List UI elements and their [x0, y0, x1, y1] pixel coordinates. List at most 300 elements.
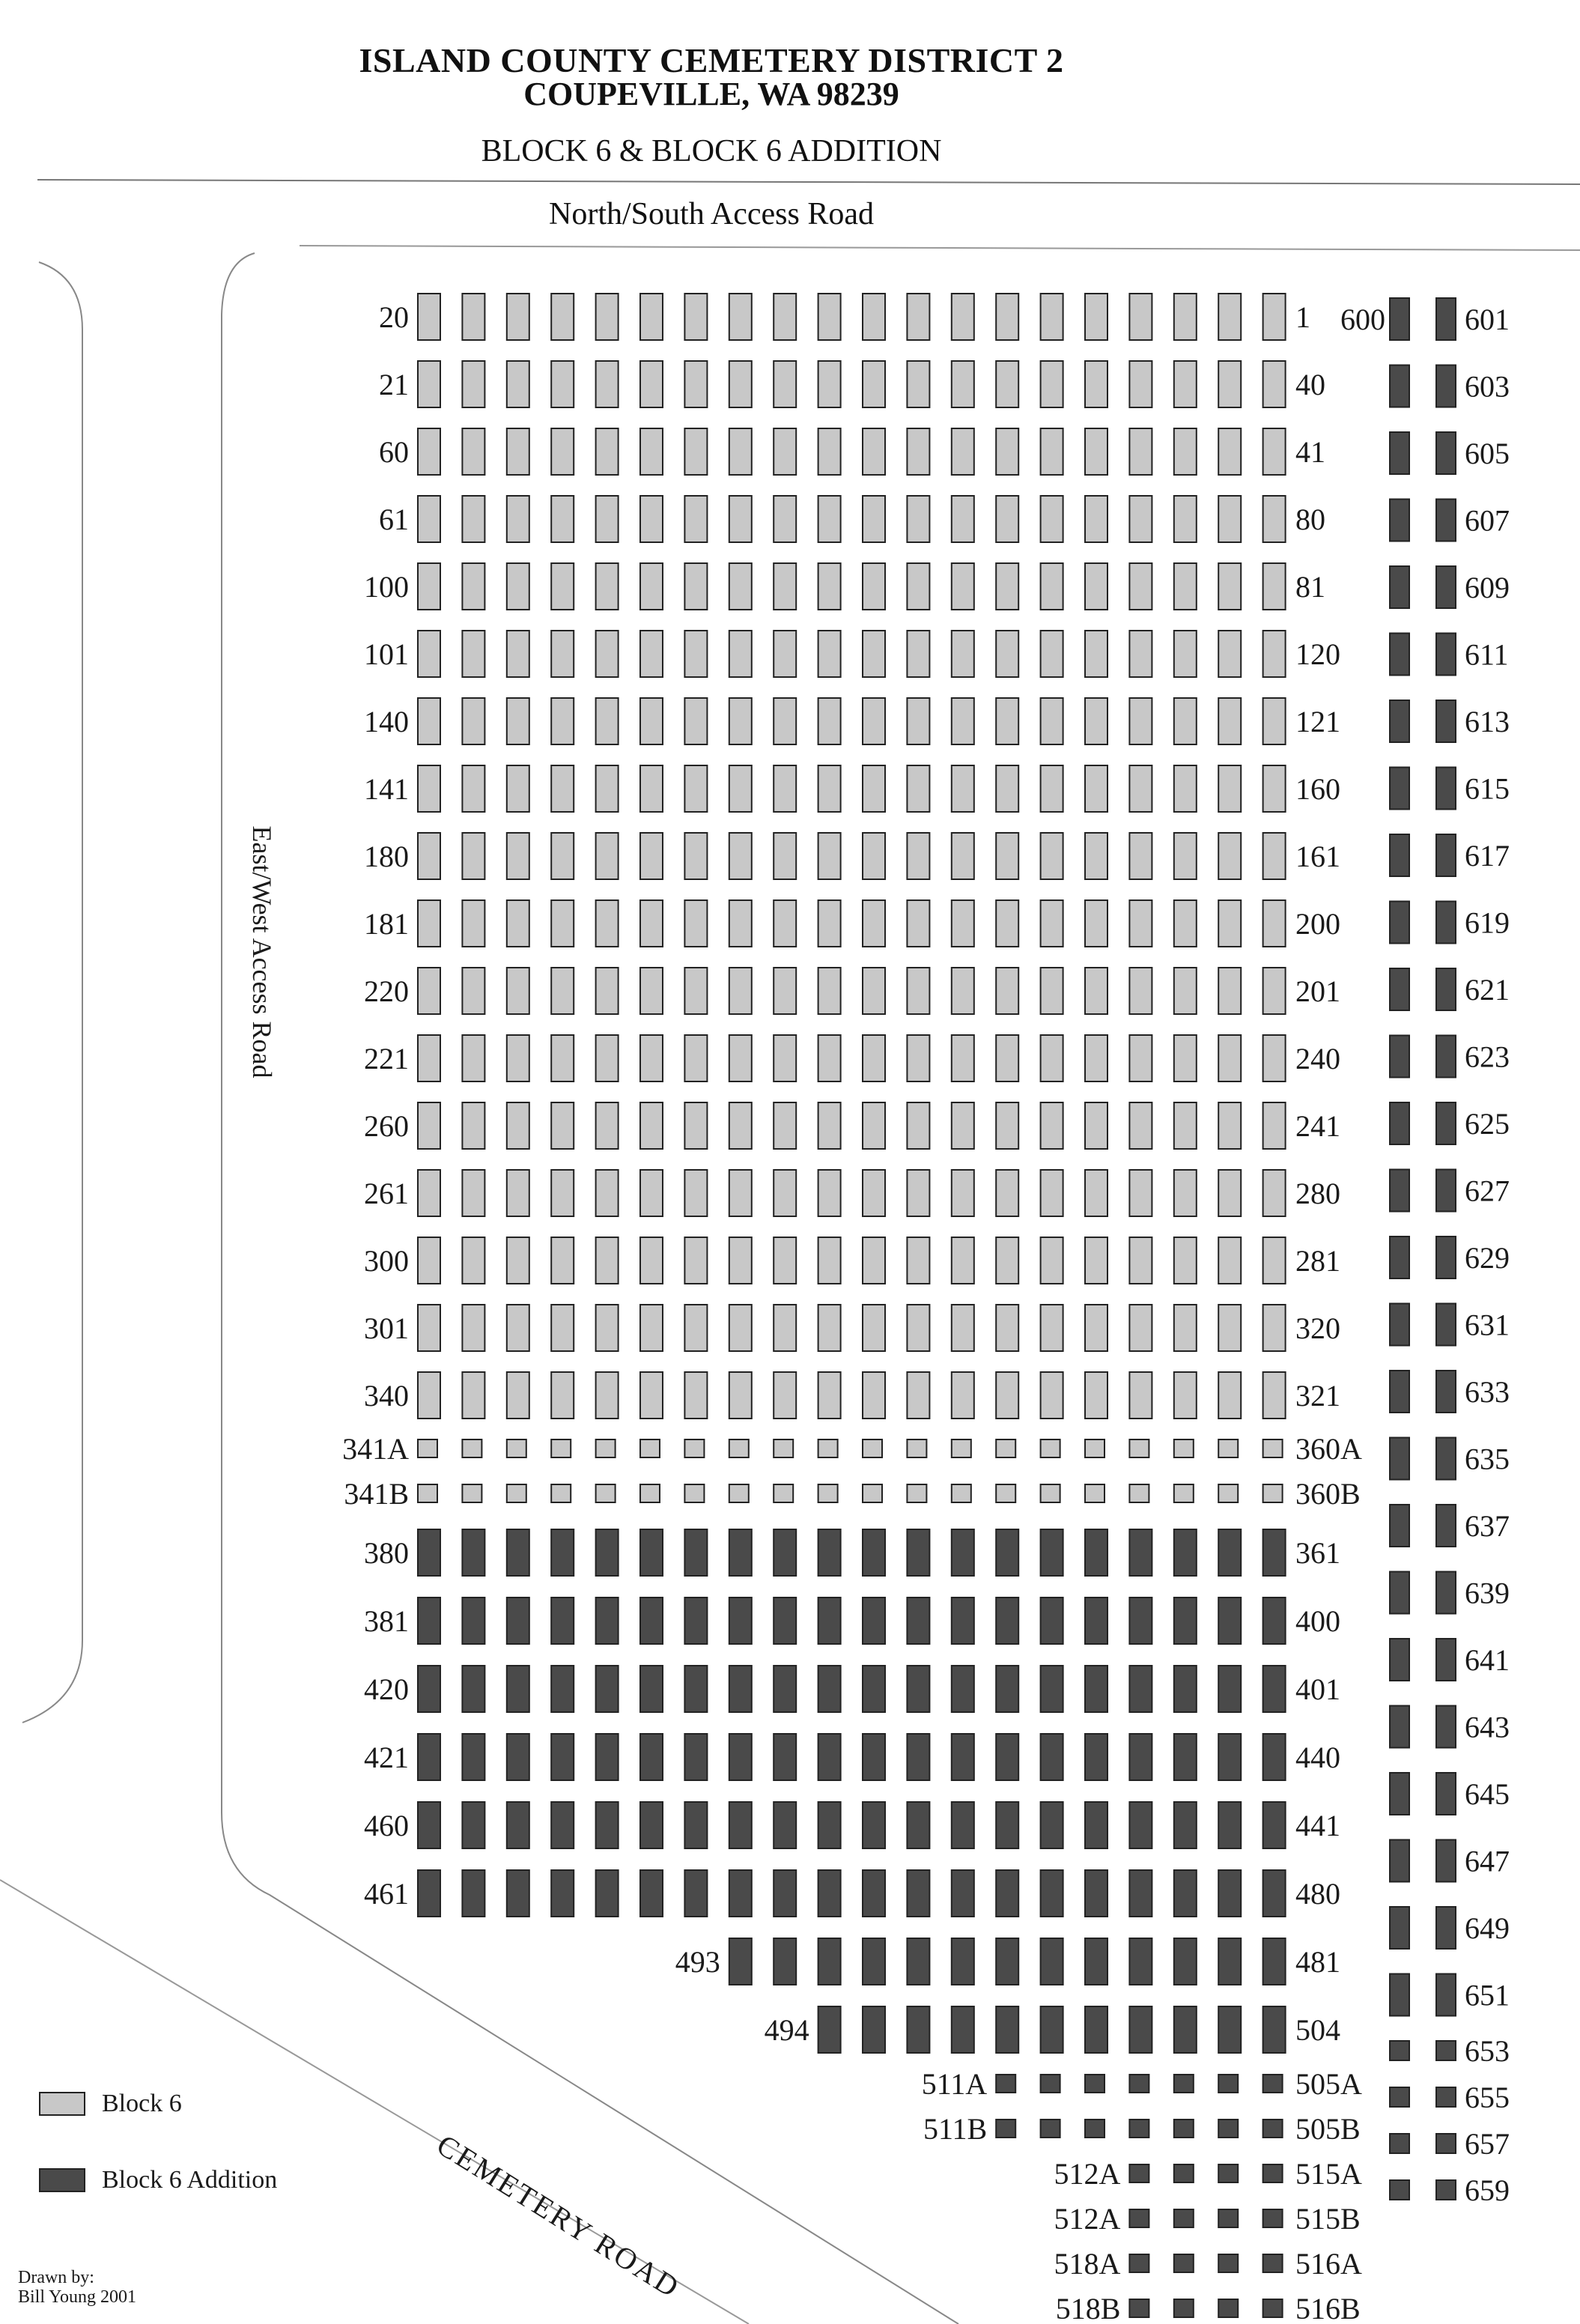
row-label-right: 41: [1295, 435, 1325, 469]
row-label-right: 505B: [1295, 2112, 1361, 2146]
plot: [551, 1372, 574, 1419]
plot: [1129, 1734, 1152, 1780]
row-label-left: 518B: [1055, 2292, 1121, 2324]
side-label-right: 613: [1465, 705, 1510, 738]
side-plot-right: [1436, 432, 1456, 474]
plot: [596, 833, 619, 879]
plot: [1129, 1102, 1152, 1149]
plot: [1041, 1666, 1063, 1712]
plot: [996, 1035, 1018, 1081]
plot: [596, 1870, 619, 1917]
plot: [1218, 2164, 1238, 2182]
row-label-left: 100: [364, 570, 409, 604]
side-label-right: 655: [1465, 2081, 1510, 2114]
plot: [1263, 1870, 1286, 1917]
plot: [1129, 968, 1152, 1014]
side-plot-left: [1390, 1840, 1409, 1882]
side-plot-right: [1436, 1102, 1456, 1144]
plot: [418, 698, 440, 744]
plot: [551, 1305, 574, 1351]
legend-block6-addition: [39, 2166, 277, 2194]
plot: [684, 1372, 707, 1419]
plot: [996, 1598, 1018, 1644]
plot: [1041, 900, 1063, 947]
plot: [1218, 698, 1241, 744]
plot: [1218, 1598, 1241, 1644]
plot: [1174, 1372, 1197, 1419]
row-label-right: 240: [1295, 1042, 1340, 1075]
plot: [1263, 1035, 1286, 1081]
plot: [907, 1102, 929, 1149]
side-plot-left: [1390, 365, 1409, 407]
plot: [1263, 361, 1286, 407]
plot: [418, 1170, 440, 1216]
plot: [640, 1802, 663, 1848]
plot: [907, 900, 929, 947]
plot: [418, 1237, 440, 1284]
plot: [818, 1305, 841, 1351]
side-plot-left: [1390, 1706, 1409, 1748]
plot: [729, 968, 752, 1014]
plot: [774, 361, 796, 407]
plot: [1263, 1372, 1286, 1419]
plot: [640, 1237, 663, 1284]
plot: [551, 1870, 574, 1917]
plot: [863, 968, 885, 1014]
side-plot-right: [1436, 2134, 1456, 2153]
plot: [818, 1237, 841, 1284]
plot: [640, 1439, 660, 1457]
plot: [1129, 2164, 1149, 2182]
plot: [818, 294, 841, 340]
plot: [952, 1439, 971, 1457]
row-label-left: 180: [364, 840, 409, 873]
side-plot-left: [1390, 500, 1409, 541]
plot: [684, 1102, 707, 1149]
plot: [418, 1802, 440, 1848]
plot: [1174, 1102, 1197, 1149]
plot: [1041, 1372, 1063, 1419]
plot: [1129, 765, 1152, 812]
side-plot-left: [1390, 700, 1409, 742]
ew-road-right-edge: [222, 253, 958, 2324]
plot: [907, 1529, 929, 1576]
plot: [907, 1666, 929, 1712]
plot: [640, 1598, 663, 1644]
plot: [863, 1170, 885, 1216]
plot: [462, 968, 484, 1014]
plot: [818, 765, 841, 812]
plot: [1085, 1102, 1107, 1149]
plot: [863, 1305, 885, 1351]
plot: [418, 294, 440, 340]
plot: [1041, 1035, 1063, 1081]
plot: [640, 765, 663, 812]
plot: [1263, 765, 1286, 812]
plot: [1041, 361, 1063, 407]
plot: [418, 765, 440, 812]
row-label-right: 200: [1295, 907, 1340, 941]
side-plot-right: [1436, 2180, 1456, 2200]
plot: [996, 1237, 1018, 1284]
legend-block6: [39, 2090, 182, 2118]
plot: [1129, 2209, 1149, 2227]
plot: [551, 1802, 574, 1848]
plot: [1263, 2299, 1283, 2317]
plot: [996, 1938, 1018, 1985]
plot: [640, 1666, 663, 1712]
side-label-right: 651: [1465, 1978, 1510, 2012]
row-label-right: 1: [1295, 300, 1310, 334]
plot: [1174, 1305, 1197, 1351]
plot: [551, 428, 574, 475]
plot: [952, 496, 974, 542]
plot: [596, 1237, 619, 1284]
row-label-left: 460: [364, 1809, 409, 1842]
plot: [1218, 2299, 1238, 2317]
plot: [996, 765, 1018, 812]
plot: [774, 1666, 796, 1712]
plot: [863, 1598, 885, 1644]
plot: [684, 1870, 707, 1917]
row-label-left: 341A: [342, 1432, 409, 1466]
plot: [1129, 1598, 1152, 1644]
side-label-right: 611: [1465, 637, 1509, 672]
row-label-right: 360B: [1295, 1477, 1361, 1511]
plot: [640, 496, 663, 542]
plot: [1041, 698, 1063, 744]
plot: [596, 968, 619, 1014]
row-label-right: 320: [1295, 1311, 1340, 1345]
plot: [596, 1305, 619, 1351]
plot: [818, 1170, 841, 1216]
plot: [684, 833, 707, 879]
plot: [729, 1529, 752, 1576]
plot: [952, 428, 974, 475]
plot: [640, 428, 663, 475]
plot: [818, 1372, 841, 1419]
plot: [684, 631, 707, 677]
plot: [863, 563, 885, 610]
plot: [1085, 1734, 1107, 1780]
row-label-right: 40: [1295, 368, 1325, 401]
plot: [1085, 1802, 1107, 1848]
plot: [1218, 1439, 1238, 1457]
side-plot-right: [1436, 834, 1456, 876]
plot: [952, 1802, 974, 1848]
plot: [596, 1529, 619, 1576]
plot: [729, 1802, 752, 1848]
plot: [1129, 1237, 1152, 1284]
plot: [684, 1598, 707, 1644]
plot: [952, 1870, 974, 1917]
plot: [507, 1734, 529, 1780]
plot: [418, 900, 440, 947]
plot: [1129, 2075, 1149, 2093]
page-subtitle: COUPEVILLE, WA 98239: [523, 76, 899, 112]
plot: [863, 1102, 885, 1149]
plot: [551, 1734, 574, 1780]
side-plot-right: [1436, 1237, 1456, 1278]
plot: [551, 1666, 574, 1712]
plot: [462, 1870, 484, 1917]
side-label-right: 645: [1465, 1777, 1510, 1811]
plot: [1085, 1439, 1105, 1457]
plot: [1218, 631, 1241, 677]
plot: [551, 361, 574, 407]
plot: [1085, 2075, 1105, 2093]
plot: [1218, 2209, 1238, 2227]
row-label-right: 505A: [1295, 2067, 1362, 2101]
plot: [774, 1170, 796, 1216]
plot: [462, 1170, 484, 1216]
plot: [1218, 1170, 1241, 1216]
plot: [462, 631, 484, 677]
side-plot-right: [1436, 1438, 1456, 1480]
row-label-right: 361: [1295, 1536, 1340, 1570]
plot: [507, 563, 529, 610]
row-label-left: 181: [364, 907, 409, 941]
plot: [1129, 2299, 1149, 2317]
row-label-right: 241: [1295, 1109, 1340, 1143]
row-label-right: 504: [1295, 2013, 1340, 2047]
plot: [418, 428, 440, 475]
plot: [729, 1237, 752, 1284]
side-plot-left: [1390, 432, 1409, 474]
plot: [551, 1035, 574, 1081]
plot: [1174, 631, 1197, 677]
plot: [640, 1484, 660, 1502]
plot: [1174, 2120, 1194, 2138]
side-plot-right: [1436, 1036, 1456, 1078]
plot: [952, 1305, 974, 1351]
legend-swatch-block6-addition: [39, 2168, 85, 2192]
row-label-left: 301: [364, 1311, 409, 1345]
plot: [729, 1035, 752, 1081]
plot: [507, 698, 529, 744]
plot: [1218, 765, 1241, 812]
plot: [774, 1237, 796, 1284]
plot: [863, 361, 885, 407]
plot: [684, 1666, 707, 1712]
plot: [863, 1734, 885, 1780]
plot: [996, 1802, 1018, 1848]
plot: [1085, 2006, 1107, 2053]
plot: [952, 631, 974, 677]
plot: [640, 1870, 663, 1917]
plot: [907, 833, 929, 879]
plot: [1263, 496, 1286, 542]
cemetery-road-label: CEMETERY ROAD: [431, 2127, 687, 2305]
plot: [640, 1305, 663, 1351]
plot: [907, 428, 929, 475]
side-plot-left: [1390, 1505, 1409, 1547]
plot: [774, 294, 796, 340]
plot: [507, 1035, 529, 1081]
plot: [462, 698, 484, 744]
plot: [774, 1102, 796, 1149]
row-label-right: 401: [1295, 1672, 1340, 1706]
side-plot-left: [1390, 1907, 1409, 1949]
plot: [996, 1734, 1018, 1780]
side-plot-right: [1436, 566, 1456, 608]
plot: [1174, 2299, 1194, 2317]
plot: [1085, 1484, 1105, 1502]
plot: [996, 1529, 1018, 1576]
plot: [596, 1598, 619, 1644]
plot: [418, 1035, 440, 1081]
plot: [418, 1372, 440, 1419]
row-label-left: 21: [379, 368, 409, 401]
ns-road-edge: [300, 246, 1580, 250]
plot: [551, 1529, 574, 1576]
plot: [774, 1598, 796, 1644]
plot: [507, 833, 529, 879]
plot: [907, 1237, 929, 1284]
plot: [818, 1938, 841, 1985]
plot: [863, 900, 885, 947]
side-label-right: 605: [1465, 437, 1510, 470]
page-title: ISLAND COUNTY CEMETERY DISTRICT 2: [359, 41, 1064, 79]
plot: [1129, 496, 1152, 542]
legend-label-block6-addition: Block 6 Addition: [102, 2166, 278, 2194]
side-plot-right: [1436, 1773, 1456, 1815]
plot: [1218, 2006, 1241, 2053]
plot: [684, 563, 707, 610]
side-plot-right: [1436, 902, 1456, 944]
plot: [774, 428, 796, 475]
side-label-right: 629: [1465, 1241, 1510, 1275]
plot: [1263, 2164, 1283, 2182]
plot: [996, 1170, 1018, 1216]
plot: [863, 496, 885, 542]
plot: [729, 631, 752, 677]
plot: [1263, 2006, 1286, 2053]
plot: [863, 1484, 882, 1502]
side-plot-right: [1436, 500, 1456, 541]
plot: [596, 1666, 619, 1712]
side-label-right: 625: [1465, 1107, 1510, 1141]
row-label-right: 281: [1295, 1244, 1340, 1278]
plot: [1041, 765, 1063, 812]
plot: [996, 833, 1018, 879]
plot: [818, 563, 841, 610]
plot: [1085, 496, 1107, 542]
plot: [774, 1035, 796, 1081]
plot: [684, 496, 707, 542]
plot: [1129, 428, 1152, 475]
plot: [818, 1734, 841, 1780]
plot: [774, 563, 796, 610]
side-plot-left: [1390, 566, 1409, 608]
side-plot-right: [1436, 1572, 1456, 1614]
plot: [418, 1102, 440, 1149]
plot: [774, 900, 796, 947]
plot: [1263, 1734, 1286, 1780]
side-plot-right: [1436, 1170, 1456, 1212]
plot: [863, 294, 885, 340]
plot: [640, 900, 663, 947]
side-plot-right: [1436, 968, 1456, 1010]
plot: [551, 968, 574, 1014]
side-plot-left: [1390, 2087, 1409, 2107]
plot: [1218, 1237, 1241, 1284]
side-plot-left: [1390, 1371, 1409, 1413]
plot: [818, 1802, 841, 1848]
side-label-right: 607: [1465, 503, 1510, 538]
plot: [507, 1598, 529, 1644]
plot: [1174, 2075, 1194, 2093]
plot: [818, 1529, 841, 1576]
plot: [684, 294, 707, 340]
side-plot-left: [1390, 768, 1409, 810]
side-plot-left: [1390, 902, 1409, 944]
plot: [1085, 361, 1107, 407]
plot: [1263, 1237, 1286, 1284]
row-label-left: 60: [379, 435, 409, 469]
plot: [1263, 1102, 1286, 1149]
plot: [996, 1484, 1015, 1502]
drawn-by-label: Drawn by:: [18, 2268, 94, 2287]
plot: [596, 1439, 616, 1457]
row-label-left: 261: [364, 1177, 409, 1210]
legend-label-block6: Block 6: [102, 2090, 182, 2117]
plot: [952, 698, 974, 744]
plot: [1085, 698, 1107, 744]
row-label-left: 300: [364, 1244, 409, 1278]
plot: [684, 361, 707, 407]
plot: [1129, 563, 1152, 610]
plot: [1085, 1035, 1107, 1081]
plot: [640, 1170, 663, 1216]
plot: [729, 361, 752, 407]
plot: [1174, 2254, 1194, 2272]
plot: [818, 968, 841, 1014]
plot: [462, 1237, 484, 1284]
side-plot-left: [1390, 1170, 1409, 1212]
plot: [596, 294, 619, 340]
plot: [907, 361, 929, 407]
plot: [1041, 1439, 1060, 1457]
plot: [1263, 631, 1286, 677]
side-plot-right: [1436, 1840, 1456, 1882]
row-label-left: 518A: [1054, 2247, 1121, 2281]
plot: [1085, 631, 1107, 677]
plot: [418, 563, 440, 610]
plot: [907, 968, 929, 1014]
plot: [551, 563, 574, 610]
plot: [818, 1598, 841, 1644]
plot: [1129, 1439, 1149, 1457]
side-plot-right: [1436, 1304, 1456, 1346]
plot: [729, 1484, 749, 1502]
row-label-left: 512A: [1054, 2157, 1121, 2191]
plot: [996, 968, 1018, 1014]
plot: [1263, 968, 1286, 1014]
plot: [418, 1484, 437, 1502]
plot: [774, 1734, 796, 1780]
plot: [551, 1170, 574, 1216]
plot: [907, 1802, 929, 1848]
plot: [774, 1938, 796, 1985]
row-label-left: 494: [764, 2013, 809, 2047]
plot: [507, 1666, 529, 1712]
plot: [1041, 2006, 1063, 2053]
row-label-right: 280: [1295, 1177, 1340, 1210]
plot: [418, 833, 440, 879]
row-label-right: 321: [1295, 1379, 1340, 1413]
plot: [462, 1734, 484, 1780]
